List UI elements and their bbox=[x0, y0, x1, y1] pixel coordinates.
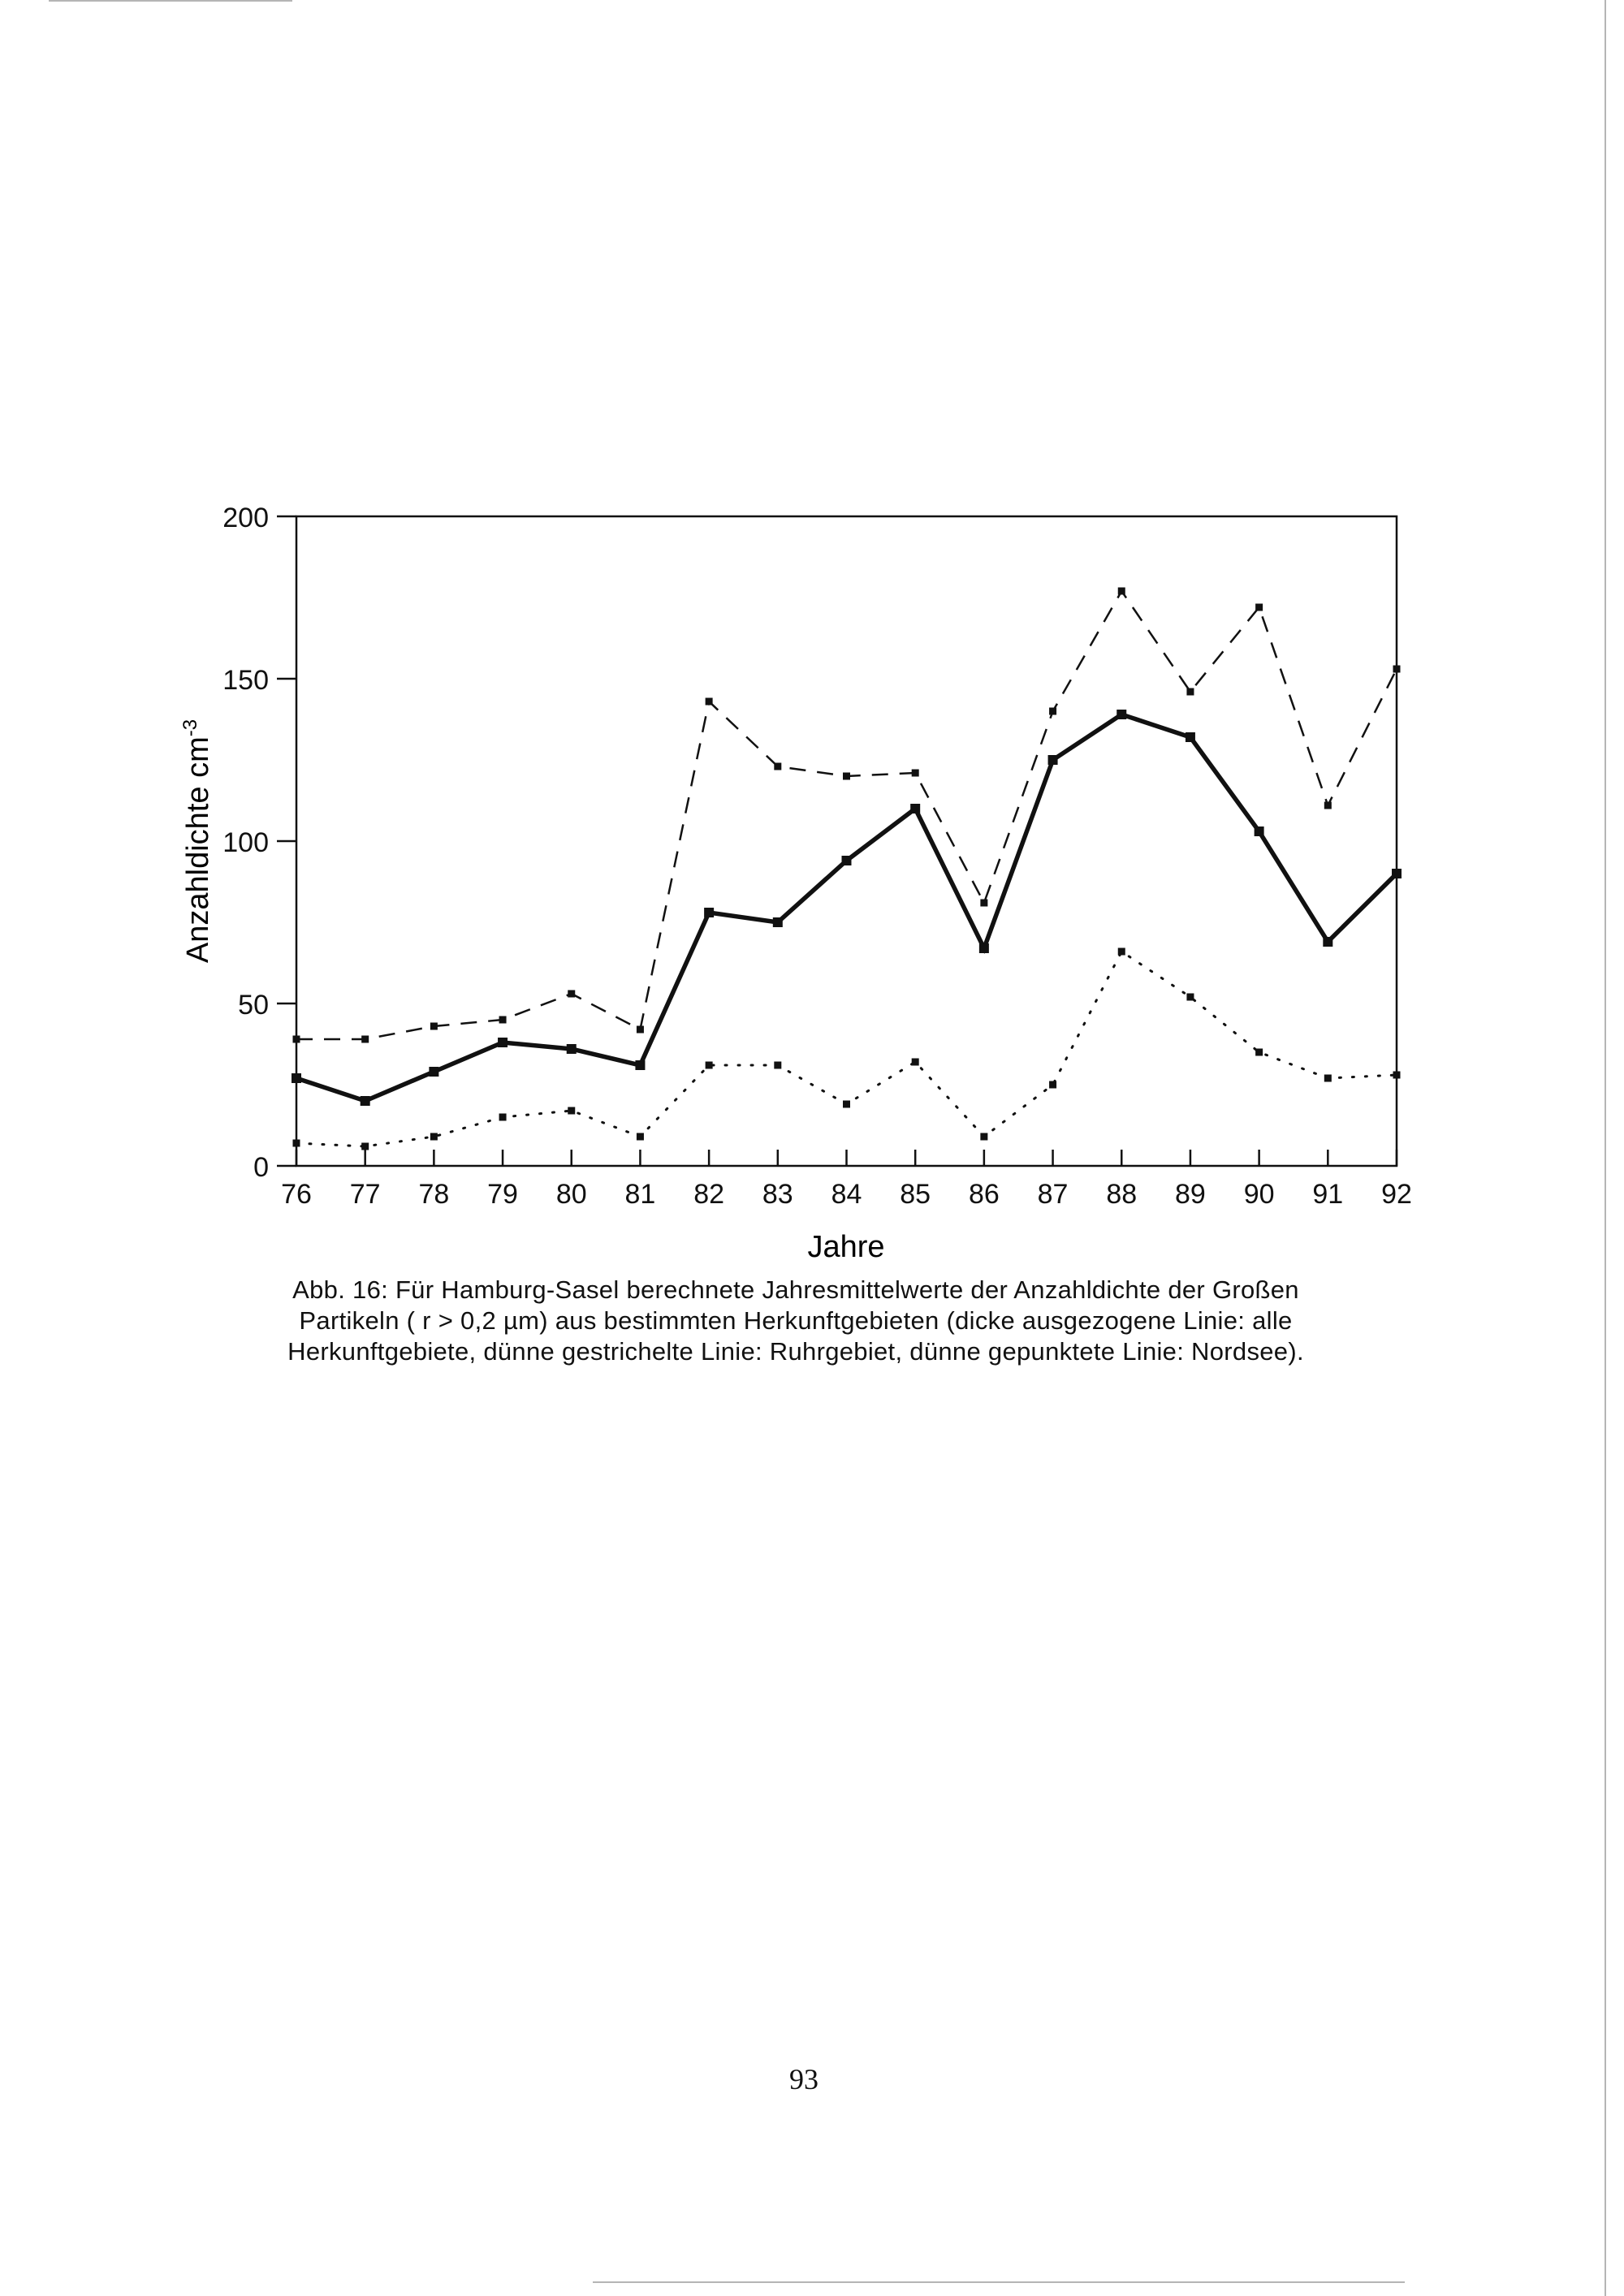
data-point bbox=[568, 1107, 575, 1115]
y-tick-label: 50 bbox=[238, 990, 269, 1021]
data-point bbox=[912, 1059, 919, 1066]
series-2 bbox=[293, 588, 1401, 1043]
series-layer bbox=[292, 588, 1402, 1150]
y-tick-label: 100 bbox=[222, 827, 269, 858]
data-point bbox=[293, 1140, 300, 1147]
data-point bbox=[1393, 1072, 1401, 1079]
data-point bbox=[706, 698, 713, 706]
x-tick-label: 91 bbox=[1312, 1179, 1344, 1210]
data-point bbox=[1323, 937, 1332, 947]
data-point bbox=[430, 1133, 438, 1141]
x-tick-label: 81 bbox=[624, 1179, 656, 1210]
data-point bbox=[774, 763, 781, 770]
data-point bbox=[1255, 604, 1263, 611]
x-tick-label: 83 bbox=[762, 1179, 793, 1210]
data-point bbox=[1116, 710, 1126, 719]
data-point bbox=[704, 908, 714, 917]
caption-line-1: Abb. 16: Für Hamburg-Sasel berechnete Jahresmittelwerte der Anzahldichte der Großen bbox=[292, 1275, 1299, 1304]
data-point bbox=[292, 1073, 301, 1083]
data-point bbox=[293, 1036, 300, 1043]
data-point bbox=[1118, 588, 1125, 595]
y-tick-label: 0 bbox=[253, 1152, 269, 1183]
data-point bbox=[637, 1026, 644, 1034]
x-tick-label: 90 bbox=[1243, 1179, 1275, 1210]
data-point bbox=[980, 900, 987, 907]
y-axis-label bbox=[179, 719, 215, 963]
data-point bbox=[1118, 948, 1125, 956]
y-axis-ticks bbox=[222, 503, 296, 1183]
data-point bbox=[773, 917, 783, 927]
series-line bbox=[296, 714, 1397, 1101]
data-point bbox=[1049, 1081, 1056, 1089]
data-point bbox=[499, 1016, 507, 1024]
data-point bbox=[568, 990, 575, 998]
figure-caption bbox=[219, 1275, 1372, 1366]
series-3 bbox=[293, 948, 1401, 1150]
y-axis-label-exponent: -3 bbox=[179, 719, 201, 737]
data-point bbox=[1255, 826, 1264, 836]
data-point bbox=[1186, 732, 1195, 742]
data-point bbox=[361, 1096, 370, 1106]
data-point bbox=[1186, 994, 1194, 1001]
x-tick-label: 88 bbox=[1106, 1179, 1138, 1210]
x-axis-label: Jahre bbox=[807, 1230, 885, 1264]
series-1 bbox=[292, 710, 1402, 1106]
data-point bbox=[361, 1036, 369, 1043]
data-point bbox=[430, 1023, 438, 1030]
caption-line-3: Herkunftgebiete, dünne gestrichelte Linie: Ruhrgebiet, dünne gepunktete Linie: Nordsee). bbox=[287, 1336, 1304, 1366]
scan-edge-line-right bbox=[1605, 0, 1606, 2296]
x-tick-label: 82 bbox=[693, 1179, 725, 1210]
data-point bbox=[1324, 1075, 1332, 1082]
data-point bbox=[1255, 1049, 1263, 1056]
data-point bbox=[774, 1062, 781, 1069]
x-tick-label: 80 bbox=[555, 1179, 587, 1210]
x-tick-label: 84 bbox=[831, 1179, 862, 1210]
data-point bbox=[499, 1114, 507, 1121]
data-point bbox=[429, 1067, 438, 1077]
x-tick-label: 86 bbox=[968, 1179, 1000, 1210]
data-point bbox=[567, 1044, 577, 1054]
x-axis-ticks bbox=[281, 1150, 1412, 1210]
data-point bbox=[1324, 802, 1332, 809]
x-tick-label: 85 bbox=[900, 1179, 931, 1210]
caption-line-2: Partikeln ( r > 0,2 µm) aus bestimmten Herkunftgebieten (dicke ausgezogene Linie: alle bbox=[299, 1306, 1293, 1335]
data-point bbox=[912, 770, 919, 777]
page-number: 93 bbox=[789, 2063, 818, 2095]
data-point bbox=[1392, 869, 1402, 878]
x-tick-label: 92 bbox=[1381, 1179, 1412, 1210]
data-point bbox=[1049, 708, 1056, 715]
y-tick-label: 150 bbox=[222, 665, 269, 696]
x-tick-label: 78 bbox=[418, 1179, 450, 1210]
data-point bbox=[1186, 688, 1194, 696]
data-point bbox=[843, 1101, 850, 1108]
x-tick-label: 87 bbox=[1037, 1179, 1069, 1210]
data-point bbox=[980, 1133, 987, 1141]
data-point bbox=[498, 1038, 508, 1047]
data-point bbox=[635, 1060, 645, 1070]
y-tick-label: 200 bbox=[222, 503, 269, 533]
data-point bbox=[843, 773, 850, 780]
data-point bbox=[361, 1143, 369, 1150]
y-axis-label-text: Anzahldichte cm bbox=[181, 736, 215, 964]
data-point bbox=[842, 856, 852, 865]
scan-edge-line-bottom bbox=[593, 2281, 1405, 2283]
x-tick-label: 89 bbox=[1175, 1179, 1206, 1210]
data-point bbox=[979, 943, 989, 953]
series-line bbox=[296, 952, 1397, 1146]
x-tick-label: 79 bbox=[487, 1179, 518, 1210]
data-point bbox=[706, 1062, 713, 1069]
scan-edge-line-top bbox=[49, 0, 292, 2]
data-point bbox=[1393, 666, 1401, 673]
data-point bbox=[637, 1133, 644, 1141]
series-line bbox=[296, 591, 1397, 1039]
data-point bbox=[910, 804, 920, 814]
x-tick-label: 76 bbox=[281, 1179, 312, 1210]
data-point bbox=[1048, 755, 1058, 765]
plot-frame bbox=[296, 516, 1397, 1166]
x-tick-label: 77 bbox=[349, 1179, 381, 1210]
